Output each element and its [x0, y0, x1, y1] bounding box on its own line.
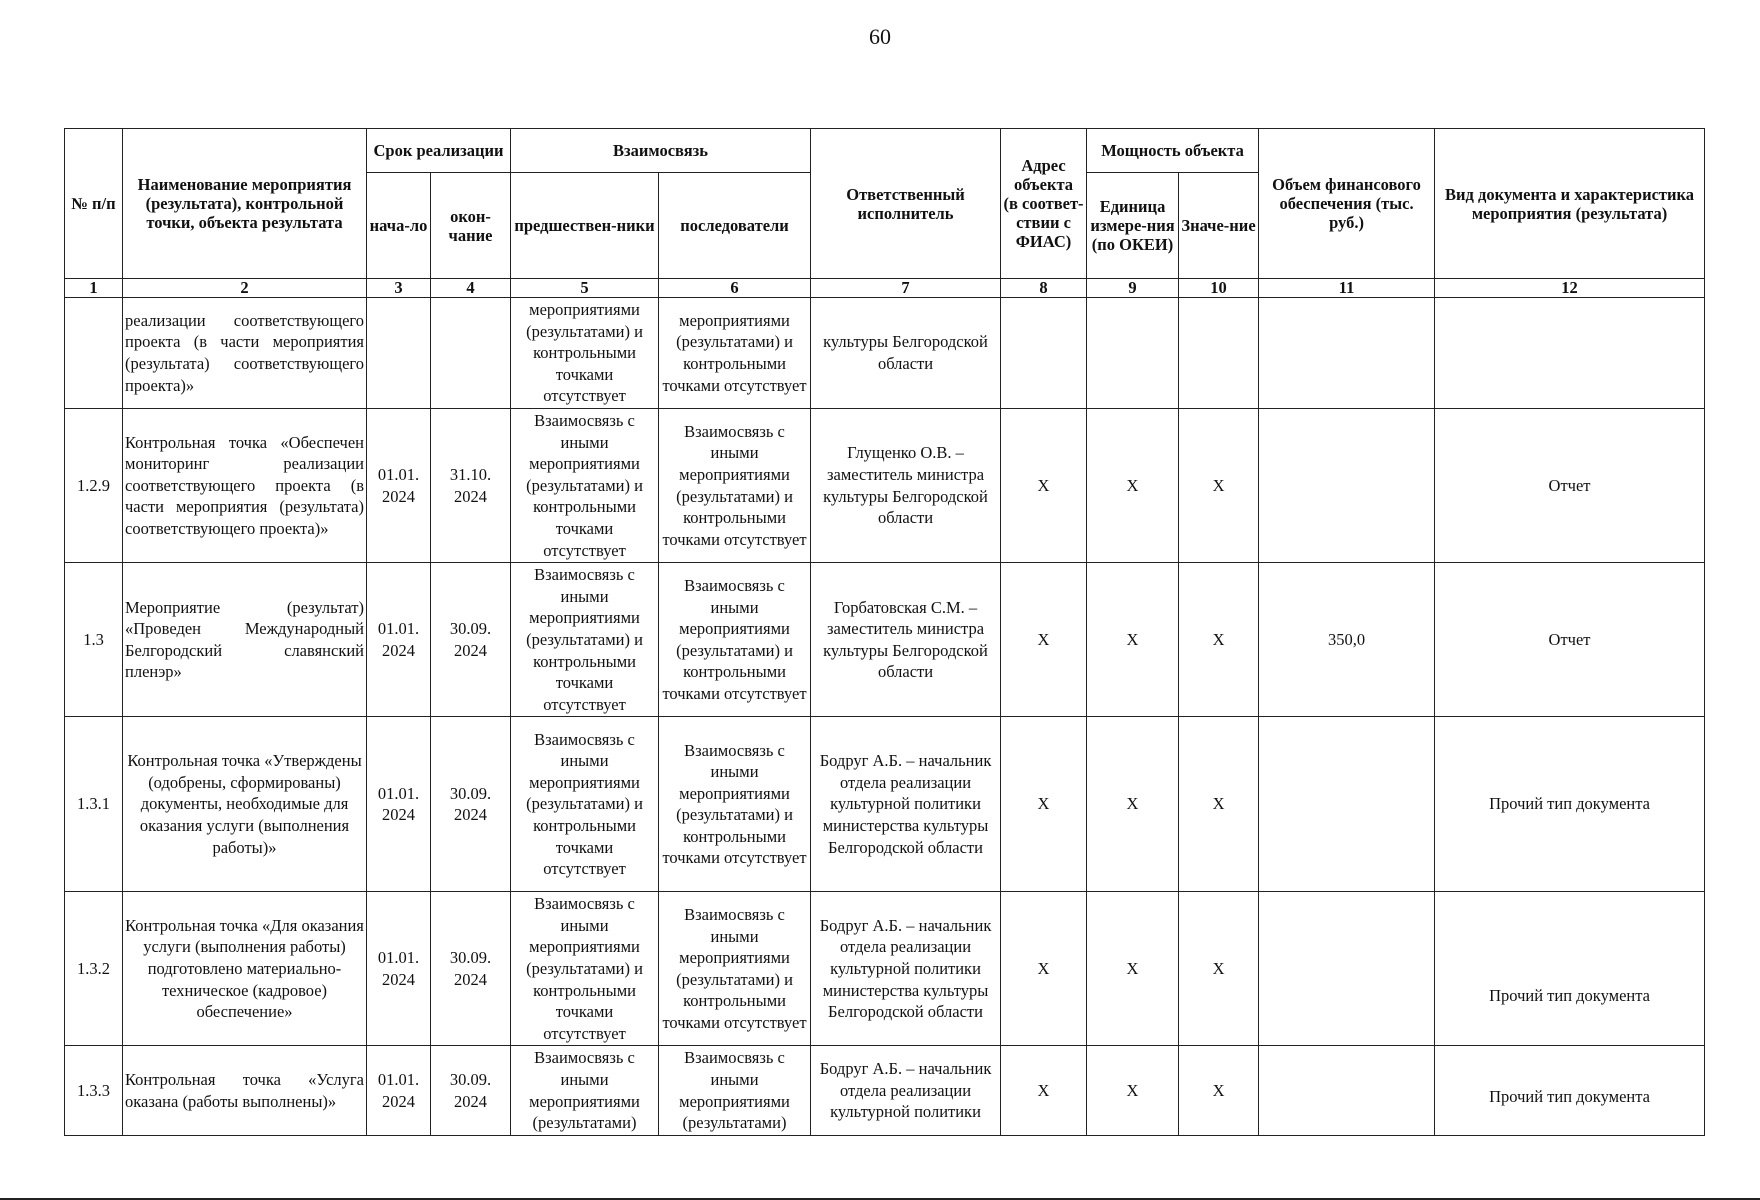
- table-row: [65, 563, 1705, 717]
- header-address: [1001, 129, 1087, 279]
- row-prev: Взаимосвязь с иными мероприятиями (результатами): [511, 1046, 659, 1135]
- row-start: 01.01. 2024: [367, 717, 431, 892]
- row-finance: [1259, 408, 1435, 562]
- row-num: [65, 298, 123, 409]
- row-start: 01.01. 2024: [367, 892, 431, 1046]
- table-row: [65, 892, 1705, 1046]
- row-value: Х: [1179, 408, 1259, 562]
- column-number: 6: [659, 279, 811, 298]
- row-num: 1.3.2: [65, 892, 123, 1046]
- row-value: [1179, 298, 1259, 409]
- header-next: последователи: [659, 173, 811, 279]
- row-responsible: Горбатовская С.М. – заместитель министра культуры Белгородской области: [811, 563, 1001, 717]
- row-doc: [1435, 298, 1705, 409]
- row-address: Х: [1001, 408, 1087, 562]
- row-responsible: Бодруг А.Б. – начальник отдела реализации культурной политики: [811, 1046, 1001, 1135]
- column-number: 10: [1179, 279, 1259, 298]
- row-finance: [1259, 298, 1435, 409]
- row-responsible: Глущенко О.В. – заместитель министра культуры Белгородской области: [811, 408, 1001, 562]
- row-end: [431, 298, 511, 409]
- row-next: мероприятиями (результатами) и контрольными точками отсутствует: [659, 298, 811, 409]
- header-links: Взаимосвязь: [511, 129, 811, 173]
- row-start: 01.01. 2024: [367, 563, 431, 717]
- table-row: [65, 408, 1705, 562]
- table-row: [65, 717, 1705, 892]
- row-prev: мероприятиями (результатами) и контрольными точками отсутствует: [511, 298, 659, 409]
- header-finance: Объем финансового обеспечения (тыс. руб.): [1259, 129, 1435, 279]
- row-prev: Взаимосвязь с иными мероприятиями (результатами) и контрольными точками отсутствует: [511, 408, 659, 562]
- page-number: 60: [869, 24, 891, 49]
- row-name: Контрольная точка «Обеспечен мониторинг реализации соответствующего проекта (в части мероприятия (результата) соответствующего проекта)»: [123, 408, 367, 562]
- row-unit: Х: [1087, 1046, 1179, 1135]
- row-unit: Х: [1087, 563, 1179, 717]
- header-capacity: Мощность объекта: [1087, 129, 1259, 173]
- row-next: Взаимосвязь с иными мероприятиями (результатами) и контрольными точками отсутствует: [659, 563, 811, 717]
- column-number: 4: [431, 279, 511, 298]
- column-number: 8: [1001, 279, 1087, 298]
- header-value: Значе-ние: [1179, 173, 1259, 279]
- header-unit: Единица измере-ния (по ОКЕИ): [1087, 173, 1179, 279]
- row-num: 1.3: [65, 563, 123, 717]
- column-number: 9: [1087, 279, 1179, 298]
- row-end: 30.09. 2024: [431, 892, 511, 1046]
- row-next: Взаимосвязь с иными мероприятиями (результатами): [659, 1046, 811, 1135]
- row-unit: Х: [1087, 408, 1179, 562]
- row-name: Контрольная точка «Услуга оказана (работы выполнены)»: [123, 1046, 367, 1135]
- column-number: 1: [65, 279, 123, 298]
- header-prev: предшествен-ники: [511, 173, 659, 279]
- row-doc: Прочий тип документа: [1435, 892, 1705, 1046]
- row-prev: Взаимосвязь с иными мероприятиями (результатами) и контрольными точками отсутствует: [511, 563, 659, 717]
- row-value: Х: [1179, 717, 1259, 892]
- row-start: 01.01. 2024: [367, 408, 431, 562]
- row-responsible: Бодруг А.Б. – начальник отдела реализации культурной политики министерства культуры Белгородской области: [811, 892, 1001, 1046]
- row-start: 01.01. 2024: [367, 1046, 431, 1135]
- row-address: Х: [1001, 892, 1087, 1046]
- row-unit: [1087, 298, 1179, 409]
- row-next: Взаимосвязь с иными мероприятиями (результатами) и контрольными точками отсутствует: [659, 408, 811, 562]
- row-doc: Прочий тип документа: [1435, 1046, 1705, 1135]
- row-next: Взаимосвязь с иными мероприятиями (результатами) и контрольными точками отсутствует: [659, 892, 811, 1046]
- column-number: 5: [511, 279, 659, 298]
- row-name: Контрольная точка «Для оказания услуги (выполнения работы) подготовлено материально-техническое (кадровое) обеспечение»: [123, 892, 367, 1046]
- header-address-title: Адрес объекта: [1013, 156, 1074, 194]
- row-value: Х: [1179, 1046, 1259, 1135]
- column-numbers-row: [65, 279, 1705, 298]
- row-num: 1.2.9: [65, 408, 123, 562]
- row-finance: [1259, 1046, 1435, 1135]
- header-num: № п/п: [65, 129, 123, 279]
- row-unit: Х: [1087, 717, 1179, 892]
- row-address: [1001, 298, 1087, 409]
- header-name: Наименование мероприятия (результата), контрольной точки, объекта результата: [123, 129, 367, 279]
- row-address: Х: [1001, 717, 1087, 892]
- row-address: Х: [1001, 1046, 1087, 1135]
- column-number: 3: [367, 279, 431, 298]
- activities-table: [64, 128, 1705, 1136]
- header-address-note: (в соответ-ствии с ФИАС): [1003, 194, 1084, 251]
- row-responsible: Бодруг А.Б. – начальник отдела реализации культурной политики министерства культуры Белгородской области: [811, 717, 1001, 892]
- row-name: Мероприятие (результат) «Проведен Международный Белгородский славянский пленэр»: [123, 563, 367, 717]
- row-name: Контрольная точка «Утверждены (одобрены, сформированы) документы, необходимые для оказания услуги (выполнения работы)»: [123, 717, 367, 892]
- header-term: Срок реализации: [367, 129, 511, 173]
- row-finance: [1259, 717, 1435, 892]
- row-doc: Отчет: [1435, 563, 1705, 717]
- row-value: Х: [1179, 563, 1259, 717]
- table-row: [65, 298, 1705, 409]
- row-value: Х: [1179, 892, 1259, 1046]
- row-next: Взаимосвязь с иными мероприятиями (результатами) и контрольными точками отсутствует: [659, 717, 811, 892]
- table-header: [65, 129, 1705, 298]
- row-name: реализации соответствующего проекта (в части мероприятия (результата) соответствующего проекта)»: [123, 298, 367, 409]
- row-end: 31.10. 2024: [431, 408, 511, 562]
- table-row: [65, 1046, 1705, 1135]
- column-number: 11: [1259, 279, 1435, 298]
- header-start: нача-ло: [367, 173, 431, 279]
- row-prev: Взаимосвязь с иными мероприятиями (результатами) и контрольными точками отсутствует: [511, 717, 659, 892]
- row-unit: Х: [1087, 892, 1179, 1046]
- row-doc: Отчет: [1435, 408, 1705, 562]
- column-number: 12: [1435, 279, 1705, 298]
- column-number: 2: [123, 279, 367, 298]
- row-finance: [1259, 892, 1435, 1046]
- row-finance: 350,0: [1259, 563, 1435, 717]
- header-responsible: Ответственный исполнитель: [811, 129, 1001, 279]
- header-end: окон-чание: [431, 173, 511, 279]
- row-end: 30.09. 2024: [431, 1046, 511, 1135]
- row-start: [367, 298, 431, 409]
- row-address: Х: [1001, 563, 1087, 717]
- row-num: 1.3.3: [65, 1046, 123, 1135]
- row-end: 30.09. 2024: [431, 717, 511, 892]
- column-number: 7: [811, 279, 1001, 298]
- row-num: 1.3.1: [65, 717, 123, 892]
- row-prev: Взаимосвязь с иными мероприятиями (результатами) и контрольными точками отсутствует: [511, 892, 659, 1046]
- header-doc: Вид документа и характеристика мероприятия (результата): [1435, 129, 1705, 279]
- row-end: 30.09. 2024: [431, 563, 511, 717]
- row-responsible: культуры Белгородской области: [811, 298, 1001, 409]
- row-doc: Прочий тип документа: [1435, 717, 1705, 892]
